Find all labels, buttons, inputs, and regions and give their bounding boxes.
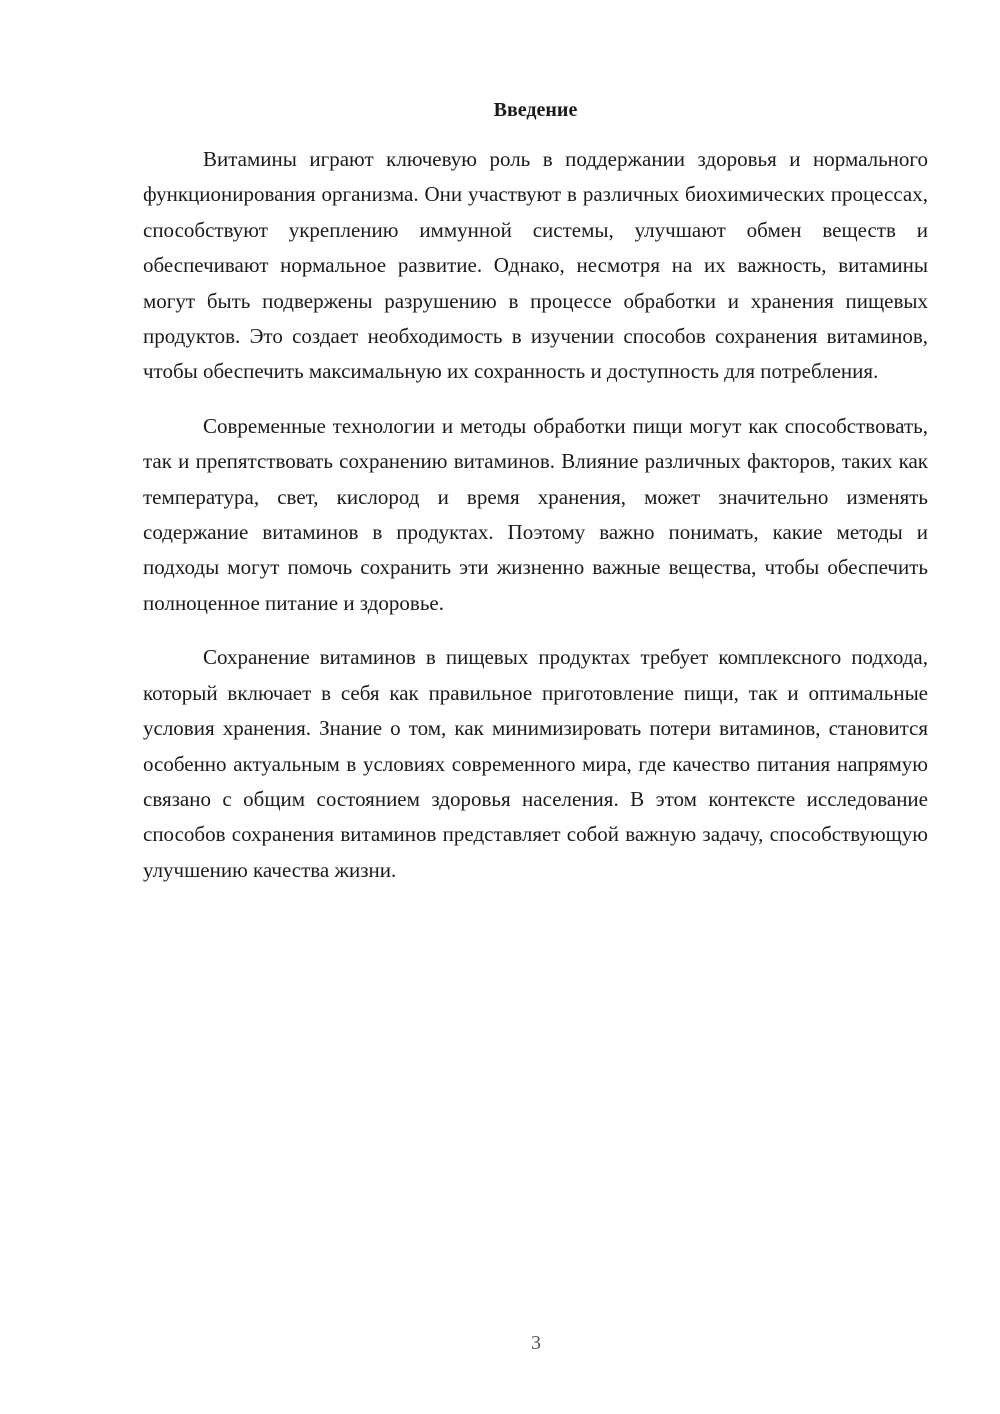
page-number: 3 [531,1332,541,1354]
paragraph-3: Сохранение витаминов в пищевых продуктах требует комплексного подхода, который включает в себя как правильное приготовление пищи, так и оптимальные условия хранения. Знание о том, как минимизировать потери витаминов, становится особенно актуальным в условиях современного мира, где качество питания напрямую связано с общим состоянием здоровья населения. В этом контексте исследование способов сохранения витаминов представляет собой важную задачу, способствующую улучшению качества жизни. [143,645,928,882]
page-body [143,95,928,907]
paragraph-1: Витамины играют ключевую роль в поддержании здоровья и нормального функционирования организма. Они участвуют в различных биохимических процессах, способствуют укреплению иммунной системы, улучшают обмен веществ и обеспечивают нормальное развитие. Однако, несмотря на их важность, витамины могут быть подвержены разрушению в процессе обработки и хранения пищевых продуктов. Это создает необходимость в изучении способов сохранения витаминов, чтобы обеспечить максимальную их сохранность и доступность для потребления. [143,147,928,384]
paragraph-2: Современные технологии и методы обработки пищи могут как способствовать, так и препятствовать сохранению витаминов. Влияние различных факторов, таких как температура, свет, кислород и время хранения, может значительно изменять содержание витаминов в продуктах. Поэтому важно понимать, какие методы и подходы могут помочь сохранить эти жизненно важные вещества, чтобы обеспечить полноценное питание и здоровье. [143,413,928,615]
section-heading: Введение [493,99,578,121]
